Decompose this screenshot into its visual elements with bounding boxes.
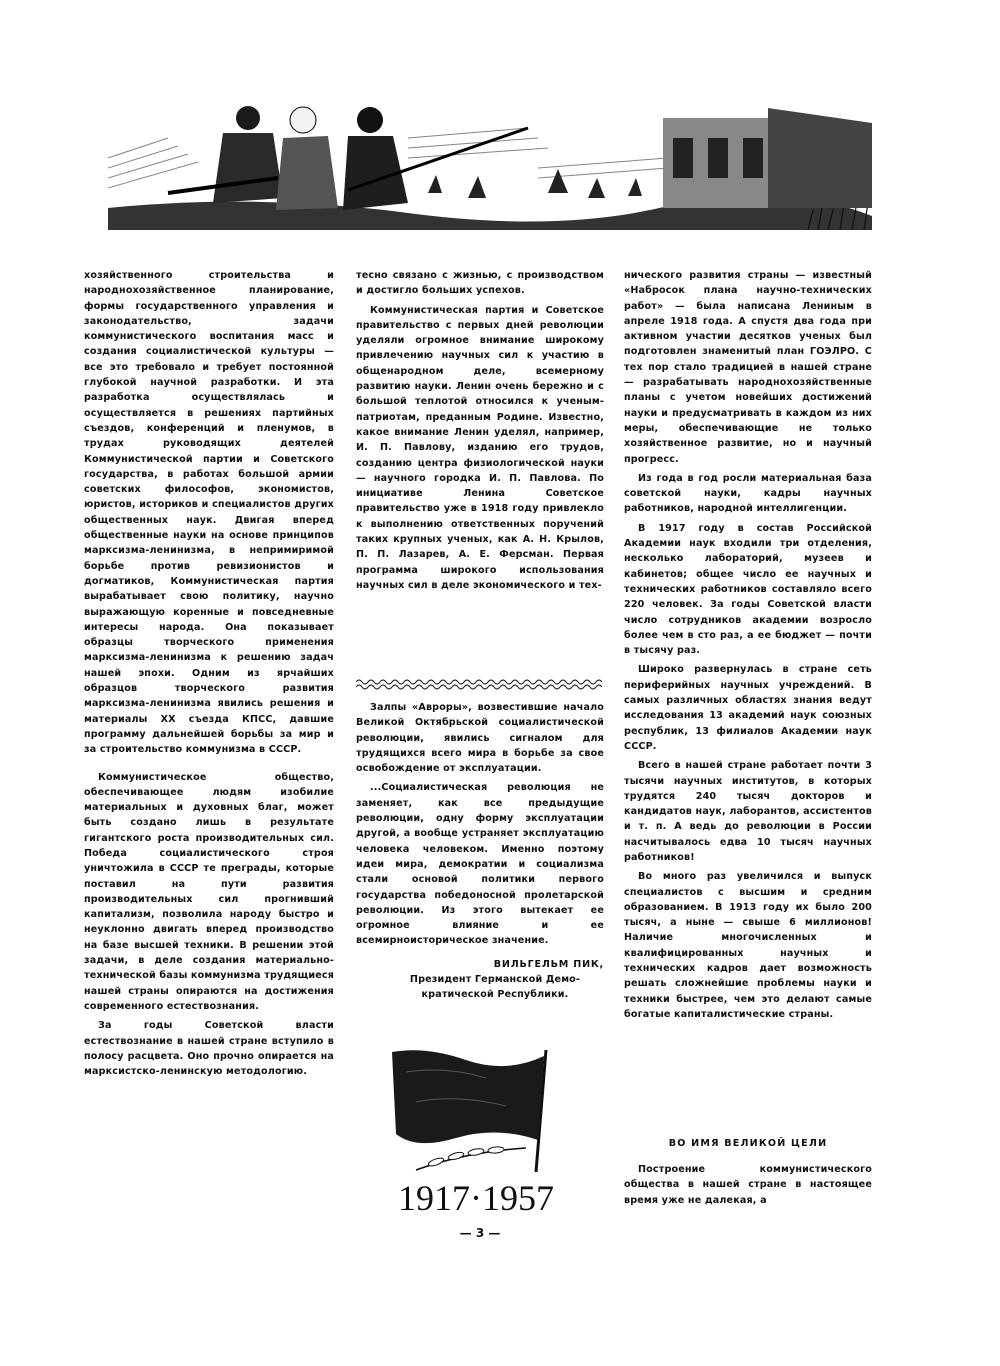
paragraph: В 1917 году в состав Российской Академии наук входили три отделения, несколько лабораторий, музеев и кабинетов; общее число ее научных и технических работников составляло всего 220 человек. За годы Советской власти число сотрудников академии возросло более чем в сто раз, а ее бюджет — почти в тысячу раз. [624,522,872,657]
paragraph: Во много раз увеличился и выпуск специалистов с высшим и средним образованием. В 1913 году их было 200 тысяч, а ныне — свыше 6 миллионов! Наличие многочисленных и квалифицированных научных и технических кадров дает возможность решать сложнейшие проблемы науки и техники быстрее, чем это делают самые богатые капиталистические страны. [624,871,872,1020]
quote-author: ВИЛЬГЕЛЬМ ПИК, [493,958,604,970]
quote-paragraph: Залпы «Авроры», возвестившие начало Великой Октябрьской социалистической революции, явились сигналом для трудящихся всего мира в борьбе за свое освобождение от эксплуатации. [356,702,604,775]
text-column-2 [356,268,604,597]
paragraph: Построение коммунистического общества в нашей стране в настоящее время уже не далекая, а [624,1164,872,1206]
paragraph: хозяйственного строительства и народнохозяйственное планирование, формы государственного управления и законодательство, задачи коммунистического воспитания масс и создания социалистической культуры — все это требовало и требует постоянной глубокой научной разработки. И эта разработка осуществлялась и осуществляется в решениях партийных съездов, конференций и пленумов, в трудах руководящих деятелей Коммунистической партии и Советского государства, в работах большой армии советских философов, экономистов, юристов, историков и специалистов других общественных наук. Двигая вперед общественные науки на основе принципов марксизма-ленинизма, в непримиримой борьбе против ревизионистов и догматиков, Коммунистическая партия вырабатывает свою политику, научно выражающую коренные и повседневные интересы народа. Она показывает образцы творческого применения марксизма-ленинизма к решению задач нашей эпохи. Одним из ярчайших образцов творческого развития марксизма-ленинизма явились решения и материалы XX съезда КПСС, давшие программу дальнейшей борьбы за мир и за строительство коммунизма в СССР. [84,270,334,756]
paragraph: Всего в нашей стране работает почти 3 тысячи научных институтов, в которых трудятся 240 тысяч докторов и кандидатов наук, лаборантов, ассистентов и т. п. А ведь до революции в России насчитывалось едва 10 тысяч научных работников! [624,760,872,863]
paragraph: Коммунистическая партия и Советское правительство с первых дней революции уделяли огромное внимание широкому привлечению научных сил к участию в общенародном деле, всемерному развитию науки. Ленин очень бережно и с большой теплотой относился к ученым-патриотам, преданным Родине. Известно, какое внимание Ленин уделял, например, И. П. Павлову, изданию его трудов, созданию центра физиологической науки — научного городка И. П. Павлова. По инициативе Ленина Советское правительство уже в 1918 году привлекло к выполнению ответственных поручений таких крупных ученых, как А. Н. Крылов, П. П. Лазарев, А. Е. Ферсман. Первая программа широкого использования научных сил в деле экономического и тех- [356,304,604,591]
text-column-3-continued [624,1162,872,1212]
paragraph: За годы Советской власти естествознание в нашей стране вступило в полосу расцвета. Оно прочно опирается на марксистско-ленинскую методологию. [84,1020,334,1078]
section-heading: ВО ИМЯ ВЕЛИКОЙ ЦЕЛИ [668,1138,828,1149]
text-column-1 [84,268,334,1083]
text-column-3 [624,268,872,1026]
revolutionary-soldiers-illustration [108,98,872,230]
paragraph: нического развития страны — известный «Набросок плана научно-технических работ» — была написана Лениным в апреле 1918 года. А спустя два года при активном участии десятков ученых был подготовлен знаменитый план ГОЭЛРО. С тех пор стало традицией в нашей стране — разрабатывать народнохозяйственные планы с учетом новейших достижений науки и предусматривать в каждом из них меры, обеспечивающие не только хозяйственное развитие, но и научный прогресс. [624,270,872,465]
quote-paragraph: ...Социалистическая революция не заменяет, как все предыдущие революции, одну форму эксплуатации другой, а вообще устраняет эксплуатацию человека человеком. Именно поэтому идеи мира, демократии и социализма стали основой политики первого государства победоносной пролетарской революции. Из этого вытекает ее огромное влияние и ее всемирноисторическое значение. [356,782,604,947]
anniversary-years: 1917·1957 [398,1178,554,1218]
paragraph: Широко развернулась в стране сеть периферийных научных учреждений. В самых различных областях знания ведут исследования 13 академий наук союзных республик, 13 филиалов Академии наук СССР. [624,664,872,752]
paragraph: Коммунистическое общество, обеспечивающее людям изобилие материальных и духовных благ, может быть создано лишь в результате гигантского роста производительных сил. Победа социалистического строя уничтожила в СССР те преграды, которые поставил на пути развития производительных сил прогнивший капитализм, позволила народу быстро и неуклонно двигать вперед производство на базе высшей техники. В решении этой задачи, в деле создания материально-технической базы коммунизма трудящиеся нашей страны опираются на достижения современного естествознания. [84,771,334,1012]
wavy-divider [356,677,604,691]
quote-signature [356,957,604,1003]
anniversary-flag-emblem [386,1042,566,1222]
quote-author-title-1: Президент Германской Демо- [409,974,581,986]
flag-icon [386,1042,566,1222]
paragraph: тесно связано с жизнью, с производством и достигло больших успехов. [356,270,604,297]
paragraph: Из года в год росли материальная база советской науки, кадры научных работников, народной интеллигенции. [624,472,872,515]
quote-block [356,700,604,1003]
quote-author-title-2: кратической Республики. [421,989,569,1001]
page-number: — 3 — [459,1226,501,1240]
